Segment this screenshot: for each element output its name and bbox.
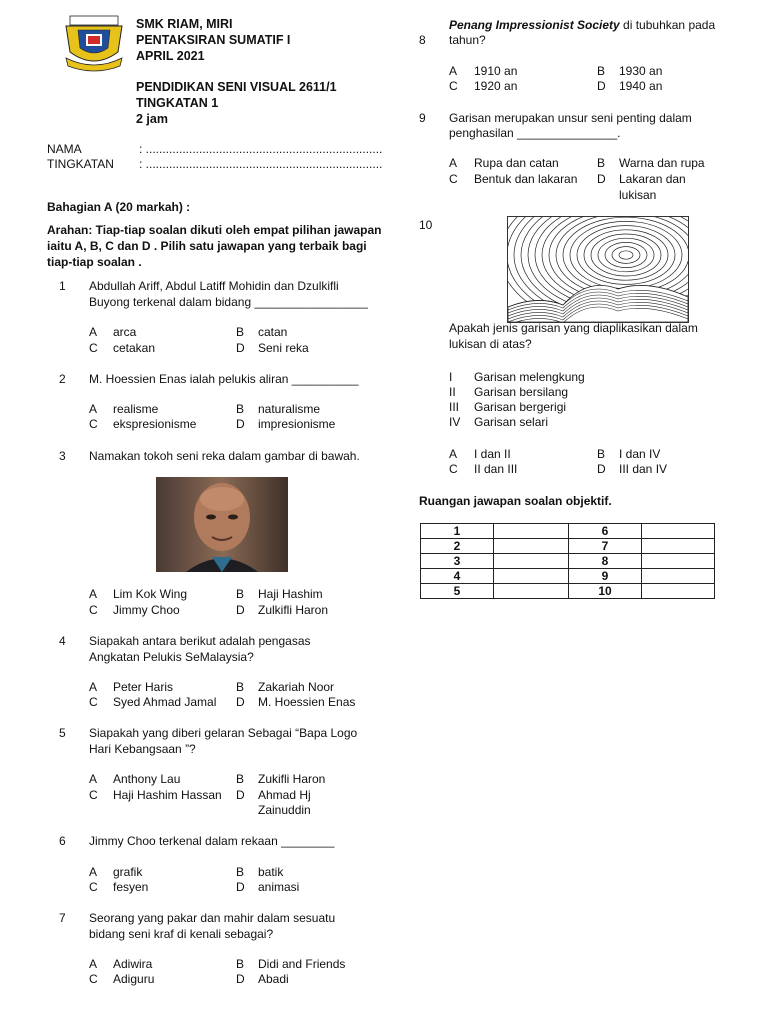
answer-number: 1 [421,524,494,539]
option-c[interactable]: 1920 an [474,79,518,93]
option-a[interactable]: Anthony Lau [113,772,181,786]
roman-numeral: I [449,370,453,384]
answer-row [421,569,715,584]
question-number: 2 [59,372,66,386]
option-letter: D [236,603,245,617]
option-letter: A [449,447,458,461]
option-letter: C [89,695,98,709]
answer-box[interactable] [494,539,569,554]
roman-numeral: III [449,400,460,414]
option-d[interactable]: III dan IV [619,462,668,476]
roman-numeral: IV [449,415,461,429]
answer-box[interactable] [494,554,569,569]
option-letter: D [597,462,606,476]
option-letter: A [89,402,98,416]
option-letter: B [597,156,606,170]
school-name: SMK RIAM, MIRI [136,17,233,31]
option-a[interactable]: grafik [113,865,143,879]
question-number: 3 [59,449,66,463]
exam-duration: 2 jam [136,112,168,126]
answer-row [421,554,715,569]
option-a[interactable]: Lim Kok Wing [113,587,188,601]
option-b[interactable]: Warna dan rupa [619,156,705,170]
option-letter: D [236,341,245,355]
option-b[interactable]: Zukifli Haron [258,772,326,786]
answer-box[interactable] [642,539,715,554]
option-letter: B [236,587,245,601]
option-b[interactable]: I dan IV [619,447,661,461]
question-text: Siapakah antara berikut adalah pengasas [89,634,311,648]
answer-box[interactable] [642,569,715,584]
option-letter: D [597,172,606,186]
sketch-contour-line [570,221,682,288]
question-text: tahun? [449,33,486,47]
option-b[interactable]: Zakariah Noor [258,680,335,694]
answer-section-title: Ruangan jawapan soalan objektif. [419,494,612,508]
sketch-contour-line [598,238,654,272]
option-d[interactable]: Zulkifli Haron [258,603,329,617]
question-text: Siapakah yang diberi gelaran Sebagai “Bapa Logo [89,726,358,740]
option-letter: A [89,865,98,879]
designer-portrait-photo [156,477,288,572]
option-letter: D [236,880,245,894]
question-text: bidang seni kraf di kenali sebagai? [89,927,274,941]
option-letter: C [449,462,458,476]
instruction-line-2: iaitu A, B, C dan D . Pilih satu jawapan yang terbaik bagi [47,239,367,253]
class-field-label: TINGKATAN [47,157,114,171]
option-a[interactable]: arca [113,325,137,339]
option-a[interactable]: I dan II [474,447,511,461]
question-number: 7 [59,911,66,925]
answer-row [421,584,715,599]
option-letter: D [236,417,245,431]
question-text: Apakah jenis garisan yang diaplikasikan dalam [449,321,698,335]
option-a[interactable]: 1910 an [474,64,518,78]
option-d[interactable]: animasi [258,880,300,894]
option-d[interactable]: Ahmad Hj [258,788,311,802]
question-text: lukisan di atas? [449,337,532,351]
exam-date: APRIL 2021 [136,49,205,63]
sketch-contour-line [605,242,647,267]
question-text: Hari Kebangsaan ”? [89,742,196,756]
option-letter: A [89,772,98,786]
instruction-line-1: Arahan: Tiap-tiap soalan dikuti oleh empat pilihan jawapan [47,223,382,237]
instruction-line-3: tiap-tiap soalan . [47,255,142,269]
option-letter: C [449,172,458,186]
answer-number: 10 [569,584,642,599]
sketch-contour-line [612,247,640,264]
line-art-sketch [507,216,689,323]
question-text: Buyong terkenal dalam bidang _________________ [89,295,368,309]
statement-4: Garisan selari [474,415,549,429]
answer-number: 4 [421,569,494,584]
question-text: penghasilan _______________. [449,126,621,140]
question-text: Jimmy Choo terkenal dalam rekaan ________ [89,834,335,848]
answer-number: 5 [421,584,494,599]
statement-3: Garisan bergerigi [474,400,567,414]
option-letter: B [236,325,245,339]
answer-row [421,539,715,554]
question-text: Namakan tokoh seni reka dalam gambar di bawah. [89,449,360,463]
grade-level: TINGKATAN 1 [136,96,219,110]
option-a[interactable]: Rupa dan catan [474,156,559,170]
answer-row [421,524,715,539]
option-b[interactable]: 1930 an [619,64,663,78]
option-letter: C [89,603,98,617]
option-c[interactable]: Haji Hashim Hassan [113,788,222,802]
statement-1: Garisan melengkung [474,370,585,384]
option-c[interactable]: Bentuk dan lakaran [474,172,578,186]
answer-number: 8 [569,554,642,569]
option-letter: C [89,880,98,894]
question-number: 8 [419,33,426,47]
option-d-continued[interactable]: lukisan [619,188,657,202]
class-field[interactable] [47,157,382,171]
option-d[interactable]: impresionisme [258,417,336,431]
subject-title: PENDIDIKAN SENI VISUAL 2611/1 [136,80,337,94]
option-letter: C [89,341,98,355]
option-d[interactable]: Abadi [258,972,289,986]
option-letter: C [89,417,98,431]
option-b[interactable]: Didi and Friends [258,957,346,971]
question-number: 4 [59,634,66,648]
option-letter: C [449,79,458,93]
name-field[interactable] [47,142,382,156]
sketch-contour-line [619,251,633,259]
question-text-rest: di tubuhkan pada [619,18,716,32]
option-letter: A [449,64,458,78]
option-letter: D [597,79,606,93]
option-letter: C [89,972,98,986]
option-c[interactable]: II dan III [474,462,518,476]
question-number: 5 [59,726,66,740]
sketch-contour-line [563,217,688,293]
option-c[interactable]: Syed Ahmad Jamal [113,695,217,709]
option-letter: B [236,865,245,879]
option-letter: A [449,156,458,170]
option-letter: D [236,788,245,802]
option-d[interactable]: 1940 an [619,79,663,93]
option-c[interactable]: ekspresionisme [113,417,197,431]
option-a[interactable]: realisme [113,402,159,416]
question-text: Seorang yang pakar dan mahir dalam sesuatu [89,911,336,925]
roman-numeral: II [449,385,456,399]
question-number: 1 [59,279,66,293]
option-letter: D [236,695,245,709]
answer-box[interactable] [494,524,569,539]
option-c[interactable]: cetakan [113,341,156,355]
option-a[interactable]: Adiwira [113,957,153,971]
option-a[interactable]: Peter Haris [113,680,174,694]
option-d[interactable]: Seni reka [258,341,309,355]
answer-number: 2 [421,539,494,554]
option-d-continued[interactable]: Zainuddin [258,803,311,817]
question-number: 9 [419,111,426,125]
section-title: Bahagian A (20 markah) : [47,200,191,214]
school-crest-logo [62,14,126,72]
option-b[interactable]: Haji Hashim [258,587,323,601]
option-c[interactable]: fesyen [113,880,149,894]
statement-2: Garisan bersilang [474,385,569,399]
option-letter: A [89,325,98,339]
option-letter: B [236,402,245,416]
sketch-contour-line [584,230,668,280]
answer-box[interactable] [642,524,715,539]
option-d[interactable]: Lakaran dan [619,172,686,186]
sketch-contour-line [577,226,675,285]
question-text: Abdullah Ariff, Abdul Latiff Mohidin dan Dzulkifli [89,279,339,293]
question-number: 6 [59,834,66,848]
name-field-line[interactable]: : ....................................................................... [139,142,383,156]
option-letter: A [89,587,98,601]
answer-number: 9 [569,569,642,584]
answer-box[interactable] [494,584,569,599]
option-b[interactable]: naturalisme [258,402,321,416]
society-name: Penang Impressionist Society [449,18,620,32]
question-text: Angkatan Pelukis SeMalaysia? [89,650,254,664]
answer-box[interactable] [642,554,715,569]
option-letter: B [236,957,245,971]
question-text: Garisan merupakan unsur seni penting dalam [449,111,692,125]
option-letter: C [89,788,98,802]
assessment-title: PENTAKSIRAN SUMATIF I [136,33,291,47]
class-field-line[interactable]: : ....................................................................... [139,157,383,171]
option-letter: A [89,957,98,971]
option-letter: B [597,447,606,461]
option-d[interactable]: M. Hoessien Enas [258,695,356,709]
option-letter: D [236,972,245,986]
name-field-label: NAMA [47,142,82,156]
answer-number: 6 [569,524,642,539]
option-c[interactable]: Jimmy Choo [113,603,180,617]
sketch-contour-line [591,234,661,276]
answer-number: 3 [421,554,494,569]
option-c[interactable]: Adiguru [113,972,155,986]
question-text-line-1 [449,18,715,33]
answer-box[interactable] [642,584,715,599]
answer-number: 7 [569,539,642,554]
option-letter: B [236,772,245,786]
answer-grid [420,523,715,599]
option-letter: A [89,680,98,694]
answer-box[interactable] [494,569,569,584]
question-text: M. Hoessien Enas ialah pelukis aliran __________ [89,372,359,386]
option-b[interactable]: catan [258,325,288,339]
option-letter: B [597,64,606,78]
option-b[interactable]: batik [258,865,284,879]
question-number: 10 [419,218,433,232]
option-letter: B [236,680,245,694]
